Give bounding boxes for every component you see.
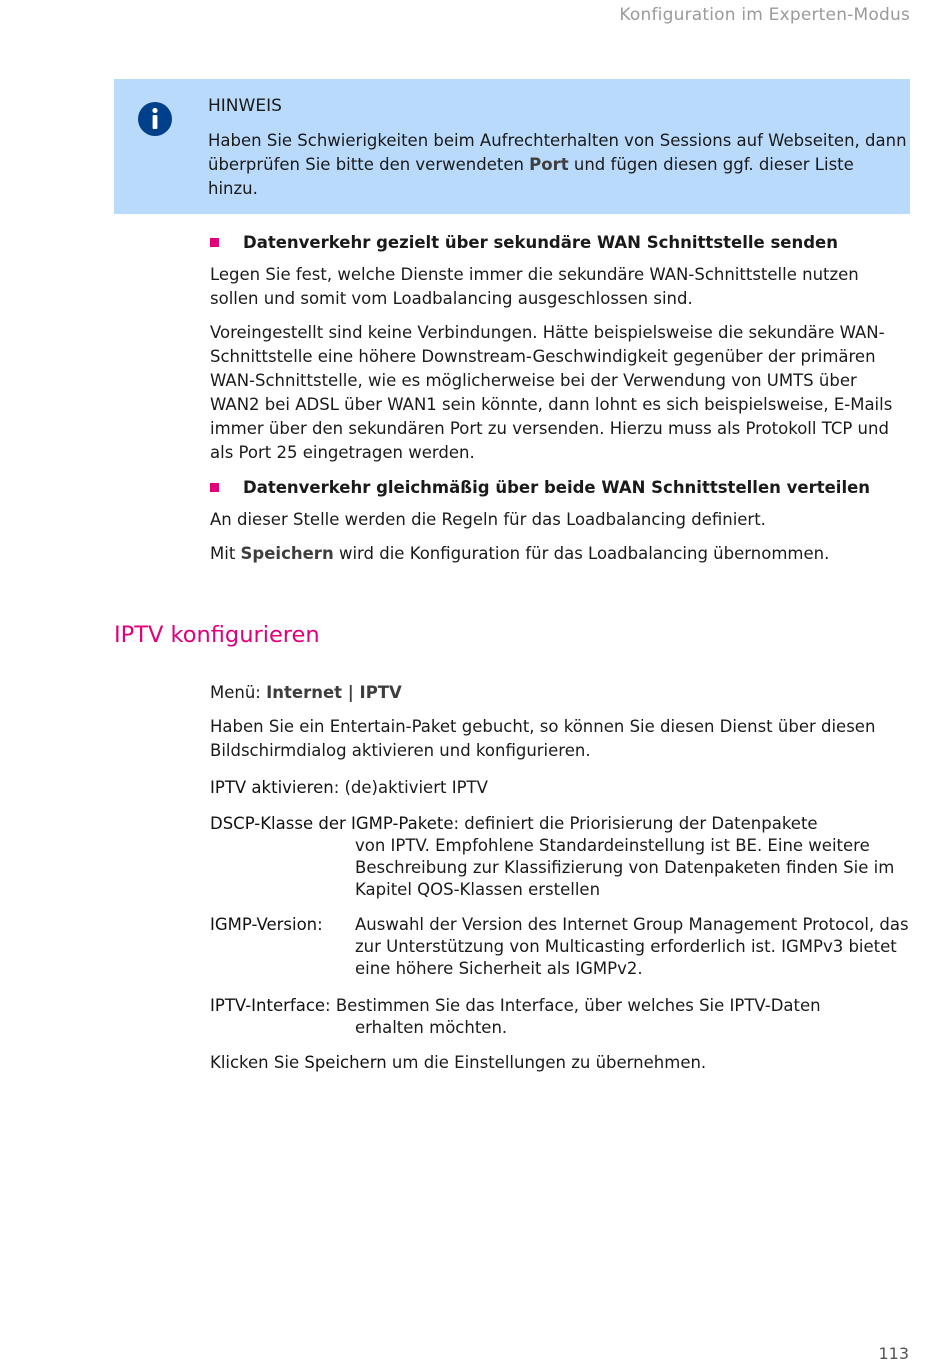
section-heading: IPTV konfigurieren [114,622,320,648]
note-text-after: und fügen diesen ggf. dieser Liste hinzu. [208,155,854,198]
iptv-intro: Haben Sie ein Entertain-Paket gebucht, so können Sie diesen Dienst über diesen Bildschirmdialog aktivieren und konfigurieren. [210,717,876,760]
def2-term: DSCP-Klasse der IGMP-Pakete [210,814,454,833]
def1-text: : (de)aktiviert IPTV [333,778,488,797]
def1-term: IPTV aktivieren [210,778,334,797]
para4-bold: Speichern [240,544,334,563]
def-dscp [210,813,910,835]
closing-term: Speichern [304,1053,387,1072]
closing-after: um die Einstellungen zu übernehmen. [386,1053,707,1072]
menu-prefix: Menü: [210,683,267,702]
page-number: 113 [878,1344,909,1363]
paragraph-1: Legen Sie fest, welche Dienste immer die sekundäre WAN-Schnittstelle nutzen sollen und somit vom Loadbalancing ausgeschlossen sind. [210,265,859,308]
paragraph-3: An dieser Stelle werden die Regeln für das Loadbalancing definiert. [210,510,766,529]
note-text [208,129,908,201]
paragraph-4 [210,542,910,566]
info-icon [137,101,173,137]
note-text-before: Haben Sie Schwierigkeiten beim Aufrechterhalten von Sessions auf Webseiten, dann überprüfen Sie bitte den verwendeten [208,131,907,174]
def-iptv-interface [210,995,910,1017]
closing-before: Klicken Sie [210,1053,305,1072]
bullet-heading-1: Datenverkehr gezielt über sekundäre WAN Schnittstelle senden [243,233,838,252]
running-head: Konfiguration im Experten-Modus [619,5,910,25]
bullet-heading-2: Datenverkehr gleichmäßig über beide WAN Schnittstellen verteilen [243,478,871,497]
def4-term: IPTV-Interface [210,996,326,1015]
note-bold: Port [529,155,569,174]
bullet-square-2 [210,483,219,492]
def2-rest: von IPTV. Empfohlene Standardeinstellung ist BE. Eine weitere Beschreibung zur Klassifizierung von Datenpaketen finden Sie im Kapitel QOS-Klassen erstellen [355,836,895,899]
def4-line1: : Bestimmen Sie das Interface, über welches Sie IPTV-Daten [325,996,821,1015]
def4-rest: erhalten möchten. [355,1018,508,1037]
para4-after: wird die Konfiguration für das Loadbalancing übernommen. [333,544,830,563]
para4-before: Mit [210,544,241,563]
def3-text: Auswahl der Version des Internet Group Management Protocol, das zur Unterstützung von Multicasting erforderlich ist. IGMPv3 bietet eine höhere Sicherheit als IGMPv2. [355,915,909,978]
def2-line1: : definiert die Priorisierung der Datenpakete [453,814,818,833]
menu-path [210,681,910,705]
paragraph-2: Voreingestellt sind keine Verbindungen. Hätte beispielsweise die sekundäre WAN-Schnittstelle eine höhere Downstream-Geschwindigkeit gegenüber der primären WAN-Schnittstelle, wie es möglicherweise bei der Verwendung von UMTS über WAN2 bei ADSL über WAN1 sein könnte, dann lohnt es sich beispielsweise, E-Mails immer über den sekundären Port zu versenden. Hierzu muss als Protokoll TCP und als Port 25 eingetragen werden. [210,323,893,462]
def3-term: IGMP-Version: [210,915,323,934]
closing-sentence [210,1052,910,1074]
def-iptv-activate [210,777,910,799]
menu-path-bold: Internet | IPTV [266,683,402,702]
note-title: HINWEIS [208,96,282,116]
bullet-square-1 [210,238,219,247]
